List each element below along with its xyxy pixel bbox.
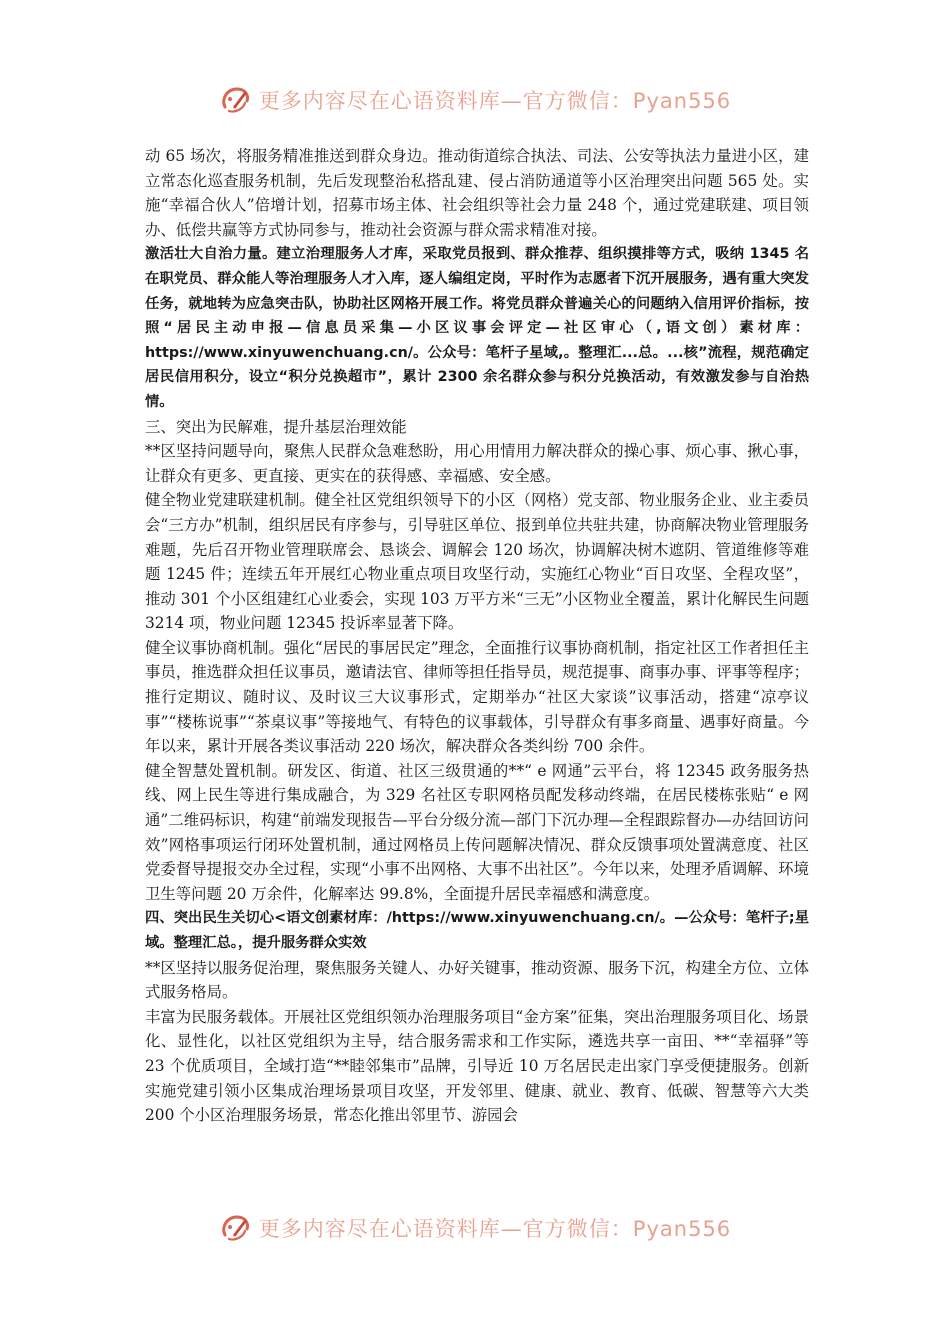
paragraph: 丰富为民服务载体。开展社区党组织领办治理服务项目“金方案”征集，突出治理服务项目化、场景化、显性化，以社区党组织为主导，结合服务需求和工作实际，遴选共享一亩田、**“幸福驿”等 23 个优质项目，全域打造“**睦邻集市”品牌，引导近 10 万名居民走出家门享受便捷服务。创新实施党建引领小区集成治理场景项目攻坚，开发邻里、健康、就业、教育、低碳、智慧等六大类 200 个小区治理服务场景，常态化推出邻里节、游园会: [145, 1007, 809, 1125]
watermark-text-bottom: 更多内容尽在心语资料库—官方微信：Pyan556: [258, 1217, 732, 1241]
paragraph: 健全智慧处置机制。研发区、街道、社区三级贯通的**“ e 网通”云平台，将 12345 政务服务热线、网上民生等进行集成融合，为 329 名社区专职网格员配发移动终端，在居民楼栋张贴“ e 网通”二维码标识，构建“前端发现报告—平台分级分流—部门下沉办理—全程跟踪督办—办结回访问效”网格事项运行闭环处置机制，通过网格员上传问题解决情况、群众反馈事项处置满意度、社区党委督导提报交办全过程，实现“小事不出网格、大事不出社区”。今年以来，处理矛盾调解、环境卫生等问题 20 万余件，化解率达 99.8%，全面提升居民幸福感和满意度。: [145, 761, 809, 903]
paragraph: 动 65 场次，将服务精准推送到群众身边。推动街道综合执法、司法、公安等执法力量进小区，建立常态化巡查服务机制，先后发现整治私搭乱建、侵占消防通道等小区治理突出问题 565 处。实施“幸福合伙人”倍增计划，招募市场主体、社会组织等社会力量 248 个，通过党建联建、项目领办、低偿共赢等方式协同参与，推动社会资源与群众需求精准对接。: [145, 147, 809, 239]
document-body: [145, 144, 809, 1128]
watermark-text-top: 更多内容尽在心语资料库—官方微信：Pyan556: [258, 89, 732, 113]
paragraph: **区坚持以服务促治理，聚焦服务关键人、办好关键事，推动资源、服务下沉，构建全方位、立体式服务格局。: [145, 958, 809, 1002]
paragraph: **区坚持问题导向，聚焦人民群众急难愁盼，用心用情用力解决群众的操心事、烦心事、揪心事，让群众有更多、更直接、更实在的获得感、幸福感、安全感。: [145, 442, 809, 485]
paragraph-bold: 激活壮大自治力量。建立治理服务人才库，采取党员报到、群众推荐、组织摸排等方式，吸纳 1345 名在职党员、群众能人等治理服务人才入库，逐人编组定岗，平时作为志愿者下沉开展服务，遇有重大突发任务，就地转为应急突击队，协助社区网格开展工作。将党员群众普遍关心的问题纳入信用评价指标，按照“居民主动申报—信息员采集—小区议事会评定—社区审心（,语文创）素材库：https://www.xinyuwenchuang.cn/。公众号：笔杆子星域,。整理汇...总。...核”流程，规范确定居民信用积分，设立“积分兑换超市”，累计 2300 余名群众参与积分兑换活动，有效激发参与自治热情。: [145, 246, 809, 410]
quill-pen-swirl-icon: [219, 83, 253, 117]
paragraph: 健全议事协商机制。强化“居民的事居民定”理念，全面推行议事协商机制，指定社区工作者担任主事员，推选群众担任议事员，邀请法官、律师等担任指导员，规范提事、商事办事、评事等程序；推行定期议、随时议、及时议三大议事形式，定期举办“社区大家谈”议事活动，搭建“凉亭议事”“楼栋说事”“茶桌议事”等接地气、有特色的议事载体，引导群众有事多商量、遇事好商量。今年以来，累计开展各类议事活动 220 场次，解决群众各类纠纷 700 余件。: [145, 638, 809, 756]
section-heading-bold: 四、突出民生关切心<语文创素材库：/https://www.xinyuwenchuang.cn/。—公众号：笔杆子;星域。整理汇总。，提升服务群众实效: [145, 910, 809, 951]
watermark-banner-bottom: [0, 1208, 950, 1248]
watermark-banner-top: [0, 80, 950, 120]
section-heading: 三、突出为民解难，提升基层治理效能: [145, 417, 407, 436]
paragraph: 健全物业党建联建机制。健全社区党组织领导下的小区（网格）党支部、物业服务企业、业主委员会“三方办”机制，组织居民有序参与，引导驻区单位、报到单位共驻共建，协商解决物业管理服务难题，先后召开物业管理联席会、恳谈会、调解会 120 场次，协调解决树木遮阴、管道维修等难题 1245 件；连续五年开展红心物业重点项目攻坚行动，实施红心物业“百日攻坚、全程攻坚”，推动 301 个小区组建红心业委会，实现 103 万平方米“三无”小区物业全覆盖，累计化解民生问题 3214 项，物业问题 12345 投诉率显著下降。: [145, 491, 809, 633]
quill-pen-swirl-icon: [219, 1211, 253, 1245]
